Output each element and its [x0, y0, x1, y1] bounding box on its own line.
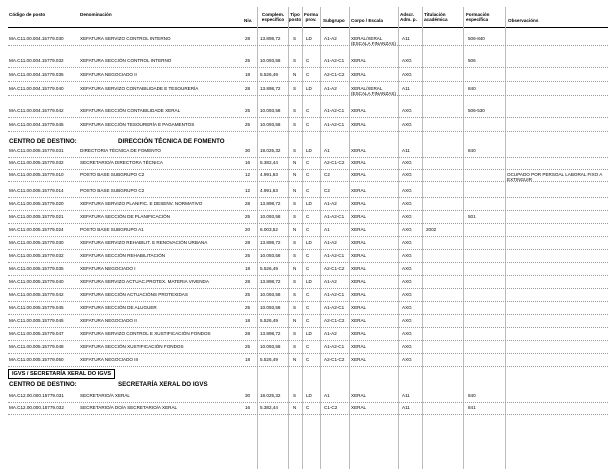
- level-cell: 28: [245, 86, 251, 91]
- provision-cell: C: [306, 58, 310, 63]
- training-cell: 840: [468, 86, 476, 91]
- corps-cell: XERAL: [351, 357, 367, 362]
- corps-cell: XERAL: [351, 266, 367, 271]
- code-cell: MA.C11.00.005.15779.048: [9, 344, 64, 349]
- subgroup-cell: C2: [324, 188, 330, 193]
- denomination-cell: XEFATURA NEGOCIADO II: [80, 318, 137, 323]
- adscription-cell: A11: [402, 36, 410, 41]
- level-cell: 25: [245, 122, 251, 127]
- type-cell: N: [293, 357, 297, 362]
- provision-cell: LD: [306, 36, 312, 41]
- code-cell: MA.C11.00.005.15779.010: [9, 172, 64, 177]
- table-row: [0, 211, 615, 223]
- adscription-cell: AXG: [402, 122, 412, 127]
- level-cell: 16: [245, 405, 251, 410]
- level-cell: 12: [245, 172, 251, 177]
- table-row: [0, 402, 615, 414]
- training-cell: 506: [468, 58, 476, 63]
- type-cell: N: [293, 72, 297, 77]
- adscription-cell: AXG: [402, 292, 412, 297]
- code-cell: MA.C11.00.005.15779.024: [9, 227, 64, 232]
- col-header-denominacion: Denominación: [80, 12, 112, 17]
- row-divider: [8, 366, 608, 367]
- type-cell: N: [293, 318, 297, 323]
- level-cell: 12: [245, 188, 251, 193]
- corps-cell: XERAL: [351, 160, 367, 165]
- type-cell: S: [293, 36, 297, 41]
- qualification-cell: 2002: [426, 227, 437, 232]
- type-cell: S: [293, 240, 297, 245]
- col-header-complem: Complem. específico: [261, 12, 285, 23]
- code-cell: MA.C12.00.000.15779.032: [9, 405, 64, 410]
- adscription-cell: A11: [402, 148, 410, 153]
- complement-cell: 13.898,72: [260, 331, 281, 336]
- code-cell: MA.C11.00.005.15779.032: [9, 253, 64, 258]
- complement-cell: 13.898,72: [260, 36, 281, 41]
- provision-cell: C: [306, 122, 310, 127]
- provision-cell: C: [306, 253, 310, 258]
- denomination-cell: XEFATURA SERVIZO CONTABILIDADE E TESOURERÍA: [80, 86, 199, 91]
- type-cell: S: [293, 201, 297, 206]
- code-cell: MA.C11.00.005.15779.030: [9, 240, 64, 245]
- type-cell: S: [293, 305, 297, 310]
- complement-cell: 5.526,49: [260, 266, 278, 271]
- section-title: DIRECCIÓN TÉCNICA DE FOMENTO: [118, 138, 225, 145]
- table-row: [0, 224, 615, 236]
- adscription-cell: AXG: [402, 344, 412, 349]
- table-row: [0, 69, 615, 81]
- adscription-cell: AXG: [402, 279, 412, 284]
- table-row: [0, 185, 615, 197]
- denomination-cell: SECRETARIO/A DIRECTORA TÉCNICA: [80, 160, 163, 165]
- corps-cell: XERAL: [351, 172, 367, 177]
- subgroup-cell: A1-A2-C1: [324, 292, 345, 297]
- level-cell: 30: [245, 148, 251, 153]
- level-cell: 25: [245, 253, 251, 258]
- code-cell: MA.C11.00.005.15779.020: [9, 201, 64, 206]
- complement-cell: 10.093,58: [260, 344, 281, 349]
- col-header-observacions: Observacións: [508, 18, 539, 23]
- denomination-cell: POSTO BASE SUBGRUPO C2: [80, 172, 145, 177]
- subgroup-cell: A2-C1-C2: [324, 72, 345, 77]
- complement-cell: 4.991,63: [260, 188, 278, 193]
- table-row: [0, 237, 615, 249]
- provision-cell: C: [306, 188, 310, 193]
- adscription-cell: AXG: [402, 172, 412, 177]
- table-row: [0, 341, 615, 353]
- complement-cell: 10.093,58: [260, 58, 281, 63]
- corps-cell: XERAL: [351, 305, 367, 310]
- table-row: [0, 33, 615, 45]
- corps-cell: XERAL: [351, 393, 367, 398]
- adscription-cell: AXG: [402, 201, 412, 206]
- subgroup-cell: A2-C1-C2: [324, 266, 345, 271]
- complement-cell: 10.093,58: [260, 214, 281, 219]
- col-header-subgrupo: Subgrupo: [323, 18, 345, 23]
- training-cell: 506-840: [468, 36, 485, 41]
- row-divider: [8, 181, 608, 182]
- code-cell: MA.C11.00.005.15779.035: [9, 266, 64, 271]
- adscription-cell: AXG: [402, 108, 412, 113]
- provision-cell: C: [306, 160, 310, 165]
- corps-cell: XERAL: [351, 122, 367, 127]
- type-cell: S: [293, 279, 297, 284]
- denomination-cell: XEFATURA SECCIÓN CONTROL INTERNO: [80, 58, 172, 63]
- code-cell: MA.C11.00.005.15779.032: [9, 160, 64, 165]
- subgroup-cell: A1-A2: [324, 86, 337, 91]
- provision-cell: C: [306, 108, 310, 113]
- complement-cell: 10.093,58: [260, 292, 281, 297]
- complement-cell: 6.003,52: [260, 227, 278, 232]
- col-header-tipo: Tipo posto: [288, 12, 302, 23]
- subgroup-cell: A1-A2-C1: [324, 305, 345, 310]
- table-row: [0, 169, 615, 181]
- row-divider: [8, 131, 608, 132]
- provision-cell: C: [306, 227, 310, 232]
- provision-cell: LD: [306, 148, 312, 153]
- section-label: CENTRO DE DESTINO:: [9, 138, 77, 145]
- code-cell: MA.C11.00.005.15779.021: [9, 214, 64, 219]
- subgroup-cell: A1-A2-C1: [324, 344, 345, 349]
- adscription-cell: AXG: [402, 214, 412, 219]
- adscription-cell: AXG: [402, 331, 412, 336]
- corps-cell: XERAL: [351, 188, 367, 193]
- provision-cell: C: [306, 172, 310, 177]
- subgroup-cell: A1: [324, 148, 330, 153]
- type-cell: S: [293, 393, 297, 398]
- denomination-cell: XEFATURA SECCIÓN CONTABILIDADE XERAL: [80, 108, 181, 113]
- training-cell: 501: [468, 214, 476, 219]
- corps-cell: XERAL: [351, 240, 367, 245]
- code-cell: MA.C11.00.004.15779.040: [9, 86, 64, 91]
- corps-cell: XERAL: [351, 405, 367, 410]
- code-cell: MA.C12.00.000.15779.031: [9, 393, 64, 398]
- corps-cell: XERAL/XERAL (ESCALA FINANZAS): [351, 36, 396, 47]
- subgroup-cell: A1-A2: [324, 240, 337, 245]
- code-cell: MA.C11.00.005.15779.031: [9, 148, 64, 153]
- denomination-cell: SECRETARIO/A DO/A SECRETARIO/A XERAL: [80, 405, 178, 410]
- corps-cell: XERAL/XERAL (ESCALA FINANZAS): [351, 86, 396, 97]
- adscription-cell: AXG: [402, 240, 412, 245]
- type-cell: N: [293, 227, 297, 232]
- subgroup-cell: A2-C1-C2: [324, 357, 345, 362]
- type-cell: N: [293, 266, 297, 271]
- table-row: [0, 328, 615, 340]
- provision-cell: LD: [306, 393, 312, 398]
- complement-cell: 5.382,44: [260, 160, 278, 165]
- denomination-cell: XEFATURA SECCIÓN DE ALUGUER: [80, 305, 157, 310]
- adscription-cell: A11: [402, 86, 410, 91]
- training-cell: 841: [468, 405, 476, 410]
- level-cell: 25: [245, 58, 251, 63]
- subgroup-cell: A2-C1-C2: [324, 160, 345, 165]
- denomination-cell: XEFATURA SECCIÓN XUSTIFICACIÓN FONDOS: [80, 344, 184, 349]
- level-cell: 25: [245, 344, 251, 349]
- subgroup-cell: C2: [324, 172, 330, 177]
- adscription-cell: AXG: [402, 266, 412, 271]
- denomination-cell: XEFATURA SERVIZO PLANIFIC. E DESENV. NORMATIVO: [80, 201, 203, 206]
- adscription-cell: A11: [402, 405, 410, 410]
- col-header-adscr: Adscr. Adm. p.: [400, 12, 417, 23]
- training-cell: 506-530: [468, 108, 485, 113]
- denomination-cell: POSTO BASE SUBGRUPO C2: [80, 188, 145, 193]
- table-row: [0, 276, 615, 288]
- adscription-cell: AXG: [402, 160, 412, 165]
- corps-cell: XERAL: [351, 58, 367, 63]
- denomination-cell: XEFATURA NEGOCIADO III: [80, 357, 139, 362]
- adscription-cell: AXG: [402, 58, 412, 63]
- row-divider: [8, 45, 608, 46]
- denomination-cell: XEFATURA SERVIZO ACTUAC.PROTEX. MATERIA VIVENDA: [80, 279, 209, 284]
- provision-cell: C: [306, 344, 310, 349]
- complement-cell: 5.526,49: [260, 357, 278, 362]
- level-cell: 25: [245, 108, 251, 113]
- complement-cell: 10.093,58: [260, 305, 281, 310]
- provision-cell: LD: [306, 201, 312, 206]
- complement-cell: 13.898,72: [260, 201, 281, 206]
- section-title: SECRETARÍA XERAL DO IGVS: [118, 381, 208, 388]
- table-row: [0, 157, 615, 169]
- row-divider: [8, 414, 608, 415]
- complement-cell: 10.093,58: [260, 122, 281, 127]
- table-row: [0, 250, 615, 262]
- denomination-cell: XEFATURA SECCIÓN DE PLANIFICACIÓN: [80, 214, 171, 219]
- table-row: [0, 263, 615, 275]
- denomination-cell: SECRETARIO/A XERAL: [80, 393, 130, 398]
- provision-cell: C: [306, 318, 310, 323]
- row-divider: [8, 81, 608, 82]
- table-row: [0, 198, 615, 210]
- level-cell: 28: [245, 331, 251, 336]
- level-cell: 20: [245, 227, 251, 232]
- level-cell: 28: [245, 240, 251, 245]
- adscription-cell: AXG: [402, 188, 412, 193]
- header-rule: [8, 27, 608, 28]
- complement-cell: 10.093,58: [260, 108, 281, 113]
- subgroup-cell: A1-A2-C1: [324, 108, 345, 113]
- type-cell: N: [293, 405, 297, 410]
- adscription-cell: AXG: [402, 305, 412, 310]
- table-row: [0, 55, 615, 67]
- type-cell: N: [293, 172, 297, 177]
- subgroup-cell: A1-A2-C1: [324, 253, 345, 258]
- denomination-cell: XEFATURA SECCIÓN REHABILITACIÓN: [80, 253, 166, 258]
- complement-cell: 13.898,72: [260, 86, 281, 91]
- provision-cell: C: [306, 405, 310, 410]
- adscription-cell: AXG: [402, 357, 412, 362]
- provision-cell: LD: [306, 240, 312, 245]
- code-cell: MA.C11.00.004.15779.030: [9, 36, 64, 41]
- level-cell: 25: [245, 292, 251, 297]
- provision-cell: LD: [306, 279, 312, 284]
- table-row: [0, 83, 615, 95]
- type-cell: S: [293, 58, 297, 63]
- subgroup-cell: A1-A2: [324, 201, 337, 206]
- type-cell: S: [293, 253, 297, 258]
- provision-cell: LD: [306, 331, 312, 336]
- code-cell: MA.C11.00.005.15779.042: [9, 292, 64, 297]
- subgroup-cell: A1-A2-C1: [324, 214, 345, 219]
- subgroup-cell: A1: [324, 227, 330, 232]
- level-cell: 28: [245, 201, 251, 206]
- col-header-codigo: Código de posto: [9, 12, 46, 17]
- type-cell: S: [293, 292, 297, 297]
- provision-cell: C: [306, 357, 310, 362]
- level-cell: 18: [245, 357, 251, 362]
- code-cell: MA.C11.00.004.15779.035: [9, 72, 64, 77]
- denomination-cell: POSTO BASE SUBGRUPO A1: [80, 227, 144, 232]
- col-header-corpo: Corpo / Escala: [351, 18, 383, 23]
- adscription-cell: AXG: [402, 318, 412, 323]
- corps-cell: XERAL: [351, 72, 367, 77]
- denomination-cell: XEFATURA SERVIZO CONTROL INTERNO: [80, 36, 171, 41]
- row-divider: [8, 67, 608, 68]
- provision-cell: C: [306, 305, 310, 310]
- provision-cell: LD: [306, 86, 312, 91]
- type-cell: S: [293, 331, 297, 336]
- complement-cell: 18.025,32: [260, 148, 281, 153]
- complement-cell: 18.025,32: [260, 393, 281, 398]
- subgroup-cell: A1-A2: [324, 279, 337, 284]
- table-row: [0, 390, 615, 402]
- section-label: CENTRO DE DESTINO:: [9, 381, 77, 388]
- type-cell: N: [293, 160, 297, 165]
- adscription-cell: A11: [402, 393, 410, 398]
- code-cell: MA.C11.00.005.15779.014: [9, 188, 64, 193]
- adscription-cell: AXG: [402, 253, 412, 258]
- provision-cell: C: [306, 292, 310, 297]
- complement-cell: 5.526,49: [260, 72, 278, 77]
- type-cell: S: [293, 214, 297, 219]
- type-cell: S: [293, 122, 297, 127]
- corps-cell: XERAL: [351, 201, 367, 206]
- type-cell: S: [293, 148, 297, 153]
- complement-cell: 13.898,72: [260, 240, 281, 245]
- subgroup-cell: A1-A2: [324, 36, 337, 41]
- type-cell: S: [293, 108, 297, 113]
- training-cell: 840: [468, 393, 476, 398]
- corps-cell: XERAL: [351, 279, 367, 284]
- complement-cell: 13.898,72: [260, 279, 281, 284]
- denomination-cell: XEFATURA SERVIZO REHABILIT. E RENOVACIÓN URBANA: [80, 240, 208, 245]
- adscription-cell: AXG: [402, 72, 412, 77]
- code-cell: MA.C11.00.005.15779.040: [9, 279, 64, 284]
- level-cell: 25: [245, 305, 251, 310]
- corps-cell: XERAL: [351, 148, 367, 153]
- level-cell: 28: [245, 279, 251, 284]
- denomination-cell: XEFATURA NEGOCIADO II: [80, 72, 137, 77]
- row-divider: [8, 95, 608, 96]
- training-cell: 840: [468, 148, 476, 153]
- corps-cell: XERAL: [351, 227, 367, 232]
- table-row: [0, 302, 615, 314]
- provision-cell: C: [306, 266, 310, 271]
- row-divider: [8, 117, 608, 118]
- level-cell: 16: [245, 160, 251, 165]
- table-row: [0, 119, 615, 131]
- subgroup-cell: A2-C1-C2: [324, 318, 345, 323]
- subgroup-cell: C1-C2: [324, 405, 338, 410]
- corps-cell: XERAL: [351, 214, 367, 219]
- col-header-formacion: Formación específica: [466, 12, 490, 23]
- table-row: [0, 289, 615, 301]
- adscription-cell: AXG: [402, 227, 412, 232]
- level-cell: 25: [245, 214, 251, 219]
- type-cell: S: [293, 344, 297, 349]
- type-cell: N: [293, 188, 297, 193]
- complement-cell: 5.526,49: [260, 318, 278, 323]
- corps-cell: XERAL: [351, 318, 367, 323]
- provision-cell: C: [306, 72, 310, 77]
- code-cell: MA.C11.00.004.15779.042: [9, 108, 64, 113]
- table-row: [0, 354, 615, 366]
- complement-cell: 5.382,44: [260, 405, 278, 410]
- corps-cell: XERAL: [351, 253, 367, 258]
- code-cell: MA.C11.00.005.15779.047: [9, 331, 64, 336]
- denomination-cell: XEFATURA SERVIZO CONTROL E XUSTIFICACIÓN FONDOS: [80, 331, 211, 336]
- denomination-cell: XEFATURA NEGOCIADO I: [80, 266, 136, 271]
- code-cell: MA.C11.00.004.15779.045: [9, 122, 64, 127]
- table-row: [0, 105, 615, 117]
- level-cell: 28: [245, 36, 251, 41]
- col-header-nivel: Niv.: [244, 18, 253, 23]
- corps-cell: XERAL: [351, 344, 367, 349]
- denomination-cell: XEFATURA SECCIÓN TESOURERÍA E PAGAMENTOS: [80, 122, 195, 127]
- level-cell: 18: [245, 318, 251, 323]
- code-cell: MA.C11.00.005.15779.045: [9, 305, 64, 310]
- denomination-cell: DIRECTORIA TÉCNICA DE FOMENTO: [80, 148, 161, 153]
- complement-cell: 10.093,58: [260, 253, 281, 258]
- provision-cell: C: [306, 214, 310, 219]
- level-cell: 18: [245, 266, 251, 271]
- col-header-titulacion: Titulación académica: [424, 12, 448, 23]
- corps-cell: XERAL: [351, 331, 367, 336]
- code-cell: MA.C11.00.004.15779.032: [9, 58, 64, 63]
- subgroup-cell: A1-A2: [324, 331, 337, 336]
- observations-cell: OCUPADO POR PERSOAL LABORAL FIXO A EXTINGUIR: [507, 172, 603, 183]
- table-row: [0, 315, 615, 327]
- corps-cell: XERAL: [351, 292, 367, 297]
- boxed-section-title: IGVS / SECRETARÍA XERAL DO IGVS: [8, 369, 115, 379]
- code-cell: MA.C11.00.005.15779.045: [9, 318, 64, 323]
- subgroup-cell: A1: [324, 393, 330, 398]
- denomination-cell: XEFATURA SECCIÓN ACTUACIÓNS PROTEXIDAS: [80, 292, 188, 297]
- level-cell: 30: [245, 393, 251, 398]
- level-cell: 18: [245, 72, 251, 77]
- table-row: [0, 145, 615, 157]
- complement-cell: 4.991,63: [260, 172, 278, 177]
- type-cell: S: [293, 86, 297, 91]
- corps-cell: XERAL: [351, 108, 367, 113]
- subgroup-cell: A1-A2-C1: [324, 122, 345, 127]
- subgroup-cell: A1-A2-C1: [324, 58, 345, 63]
- code-cell: MA.C11.00.005.15779.050: [9, 357, 64, 362]
- col-header-forma: Forma prov.: [303, 12, 319, 23]
